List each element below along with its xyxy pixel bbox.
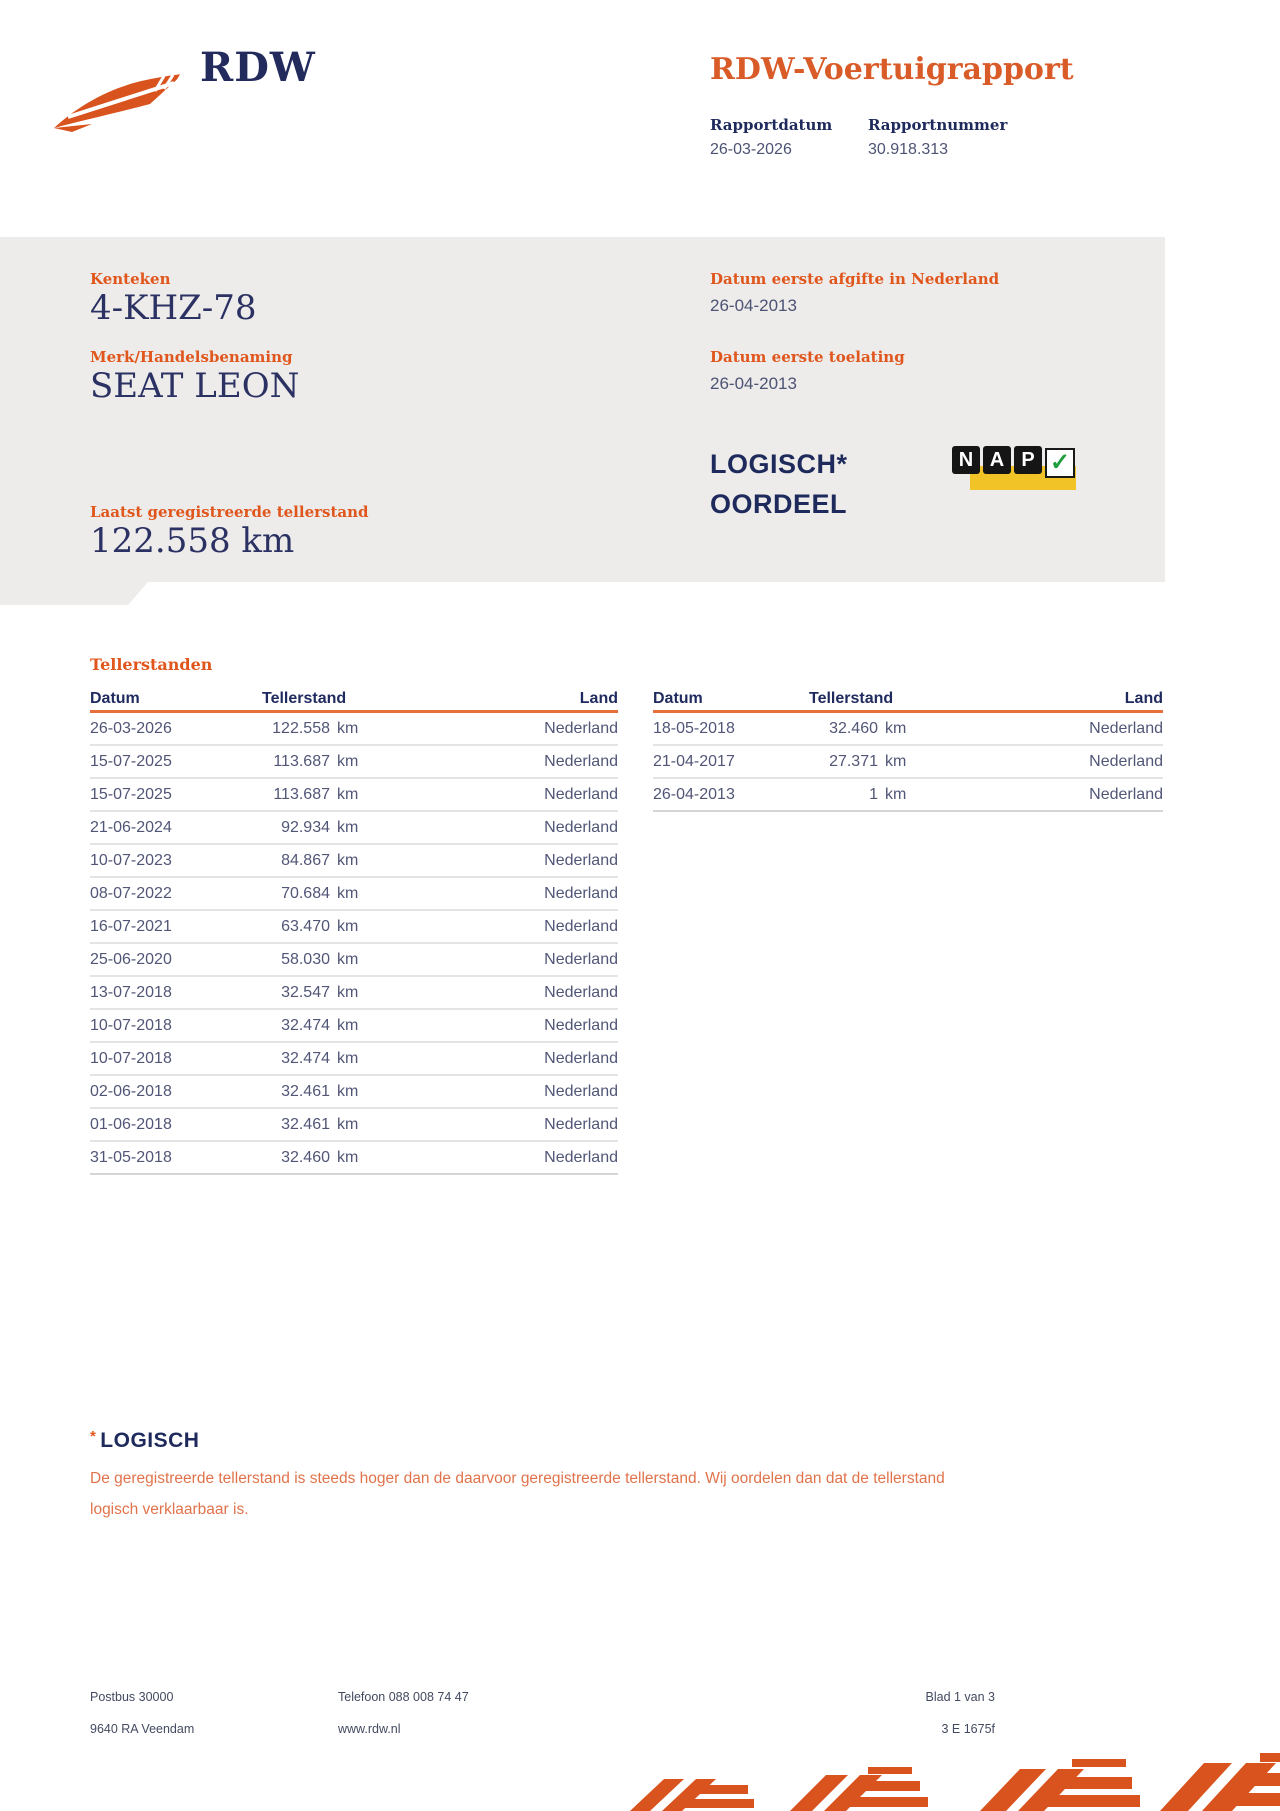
table-row xyxy=(90,1142,618,1175)
row-unit: km xyxy=(337,1148,359,1166)
nap-letter-a: A xyxy=(983,446,1011,474)
table-row xyxy=(90,1010,618,1043)
table-header-row xyxy=(653,687,1163,713)
oordeel-line2: OORDEEL xyxy=(710,489,848,519)
rdw-swoosh-icon xyxy=(52,68,188,134)
row-unit: km xyxy=(337,785,359,803)
report-number-label: Rapportnummer xyxy=(868,116,1008,134)
footer-phone: Telefoon 088 008 74 47 xyxy=(338,1690,469,1704)
table-row xyxy=(90,713,618,746)
row-value: 58.030 xyxy=(281,950,330,968)
logisch-explanation-text: De geregistreerde tellerstand is steeds hoger dan de daarvoor geregistreerde tellerstand. Wij oordelen dan dat de tellerstand logisch verklaarbaar is. xyxy=(90,1470,945,1518)
table-header-row xyxy=(90,687,618,713)
row-value: 32.460 xyxy=(281,1148,330,1166)
rdw-logo-text: RDW xyxy=(200,44,316,91)
row-date: 10-07-2018 xyxy=(90,1016,172,1034)
row-date: 10-07-2018 xyxy=(90,1049,172,1067)
row-unit: km xyxy=(337,1115,359,1133)
header-land: Land xyxy=(1124,689,1163,707)
table-row xyxy=(90,911,618,944)
header-land: Land xyxy=(579,689,618,707)
table-row xyxy=(653,779,1163,812)
tellerstanden-table-right xyxy=(653,687,1163,812)
footer-form-code: 3 E 1675f xyxy=(941,1722,995,1736)
table-row xyxy=(90,812,618,845)
row-unit: km xyxy=(337,851,359,869)
table-row xyxy=(653,746,1163,779)
row-land: Nederland xyxy=(544,818,618,836)
row-unit: km xyxy=(885,785,907,803)
row-land: Nederland xyxy=(1089,752,1163,770)
nap-letter-n: N xyxy=(952,446,980,474)
row-value: 32.474 xyxy=(281,1049,330,1067)
row-value: 27.371 xyxy=(829,752,878,770)
footer-city: 9640 RA Veendam xyxy=(90,1722,195,1736)
row-land: Nederland xyxy=(544,1115,618,1133)
row-date: 15-07-2025 xyxy=(90,752,172,770)
row-unit: km xyxy=(337,818,359,836)
nap-checkmark-icon: ✓ xyxy=(1045,448,1075,478)
row-date: 08-07-2022 xyxy=(90,884,172,902)
toelating-label: Datum eerste toelating xyxy=(710,348,905,366)
header-datum: Datum xyxy=(90,689,140,707)
row-unit: km xyxy=(337,719,359,737)
row-date: 10-07-2023 xyxy=(90,851,172,869)
row-land: Nederland xyxy=(1089,719,1163,737)
row-date: 15-07-2025 xyxy=(90,785,172,803)
row-land: Nederland xyxy=(544,1082,618,1100)
table-row xyxy=(653,713,1163,746)
merk-label: Merk/Handelsbenaming xyxy=(90,348,293,366)
row-value: 32.461 xyxy=(281,1115,330,1133)
footer-page-indicator: Blad 1 van 3 xyxy=(925,1690,995,1704)
toelating-value: 26-04-2013 xyxy=(710,374,797,393)
row-land: Nederland xyxy=(544,719,618,737)
table-row xyxy=(90,878,618,911)
row-value: 92.934 xyxy=(281,818,330,836)
row-value: 70.684 xyxy=(281,884,330,902)
asterisk-marker: * xyxy=(90,1428,96,1445)
row-date: 01-06-2018 xyxy=(90,1115,172,1133)
table-row xyxy=(90,779,618,812)
header-tellerstand: Tellerstand xyxy=(809,689,894,707)
header-datum: Datum xyxy=(653,689,703,707)
row-date: 31-05-2018 xyxy=(90,1148,172,1166)
row-land: Nederland xyxy=(544,950,618,968)
row-value: 113.687 xyxy=(273,785,330,803)
row-value: 84.867 xyxy=(281,851,330,869)
row-date: 18-05-2018 xyxy=(653,719,735,737)
report-date-value: 26-03-2026 xyxy=(710,141,792,158)
row-value: 32.461 xyxy=(281,1082,330,1100)
row-value: 1 xyxy=(869,785,878,803)
table-row xyxy=(90,977,618,1010)
table-row xyxy=(90,746,618,779)
afgifte-label: Datum eerste afgifte in Nederland xyxy=(710,270,1000,288)
row-unit: km xyxy=(337,752,359,770)
oordeel-verdict xyxy=(710,444,848,524)
table-body-right xyxy=(653,713,1163,812)
row-land: Nederland xyxy=(544,1049,618,1067)
rdw-swoosh-graphic xyxy=(620,1747,1280,1811)
row-unit: km xyxy=(885,719,907,737)
logisch-explanation-heading xyxy=(90,1428,199,1453)
laatste-tellerstand-label: Laatst geregistreerde tellerstand xyxy=(90,503,369,521)
kenteken-label: Kenteken xyxy=(90,270,171,288)
report-number-value: 30.918.313 xyxy=(868,141,949,158)
table-row xyxy=(90,1076,618,1109)
row-value: 32.474 xyxy=(281,1016,330,1034)
row-unit: km xyxy=(885,752,907,770)
row-value: 113.687 xyxy=(273,752,330,770)
row-unit: km xyxy=(337,950,359,968)
table-row xyxy=(90,944,618,977)
kenteken-value: 4-KHZ-78 xyxy=(90,288,257,328)
row-date: 25-06-2020 xyxy=(90,950,172,968)
row-unit: km xyxy=(337,1049,359,1067)
row-land: Nederland xyxy=(544,884,618,902)
row-value: 32.547 xyxy=(281,983,330,1001)
row-date: 13-07-2018 xyxy=(90,983,172,1001)
tellerstanden-section-title: Tellerstanden xyxy=(90,655,213,674)
row-date: 02-06-2018 xyxy=(90,1082,172,1100)
row-date: 26-03-2026 xyxy=(90,719,172,737)
row-date: 16-07-2021 xyxy=(90,917,172,935)
row-land: Nederland xyxy=(544,917,618,935)
footer-postbus: Postbus 30000 xyxy=(90,1690,174,1704)
header-tellerstand: Tellerstand xyxy=(262,689,347,707)
tellerstanden-table-left xyxy=(90,687,618,1175)
row-land: Nederland xyxy=(544,752,618,770)
afgifte-value: 26-04-2013 xyxy=(710,296,797,315)
row-value: 32.460 xyxy=(829,719,878,737)
nap-letter-p: P xyxy=(1014,446,1042,474)
row-date: 21-04-2017 xyxy=(653,752,735,770)
row-land: Nederland xyxy=(544,785,618,803)
row-unit: km xyxy=(337,884,359,902)
table-row xyxy=(90,1043,618,1076)
merk-value: SEAT LEON xyxy=(90,366,300,406)
table-body-left xyxy=(90,713,618,1175)
row-unit: km xyxy=(337,917,359,935)
row-date: 26-04-2013 xyxy=(653,785,735,803)
row-land: Nederland xyxy=(544,983,618,1001)
row-land: Nederland xyxy=(544,851,618,869)
logisch-title: LOGISCH xyxy=(100,1429,200,1452)
row-land: Nederland xyxy=(1089,785,1163,803)
row-value: 63.470 xyxy=(281,917,330,935)
report-date-label: Rapportdatum xyxy=(710,116,833,134)
table-row xyxy=(90,1109,618,1142)
row-unit: km xyxy=(337,983,359,1001)
nap-logo xyxy=(952,442,1082,496)
row-unit: km xyxy=(337,1016,359,1034)
page-title: RDW-Voertuigrapport xyxy=(710,52,1074,87)
laatste-tellerstand-value: 122.558 km xyxy=(90,521,295,561)
row-value: 122.558 xyxy=(272,719,330,737)
row-unit: km xyxy=(337,1082,359,1100)
row-land: Nederland xyxy=(544,1016,618,1034)
footer-website: www.rdw.nl xyxy=(338,1722,401,1736)
oordeel-line1: LOGISCH* xyxy=(710,449,848,479)
row-date: 21-06-2024 xyxy=(90,818,172,836)
row-land: Nederland xyxy=(544,1148,618,1166)
table-row xyxy=(90,845,618,878)
